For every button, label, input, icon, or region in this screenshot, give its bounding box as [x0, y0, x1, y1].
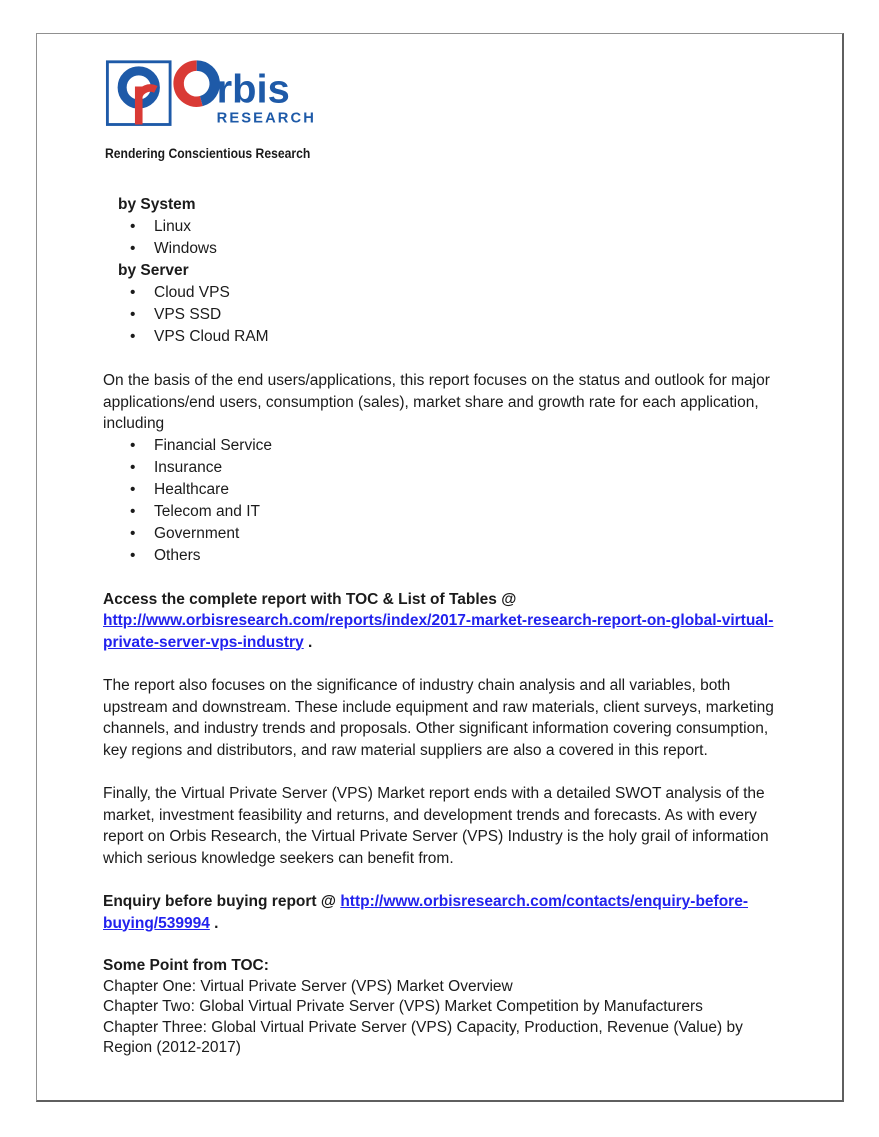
list-item — [103, 435, 780, 457]
toc-chapter-two: Chapter Two: Global Virtual Private Server (VPS) Market Competition by Manufacturers — [103, 998, 703, 1015]
system-list — [103, 216, 780, 260]
bullet-icon: • — [130, 218, 136, 235]
access-report-heading: Access the complete report with TOC & List of Tables @ — [103, 590, 517, 608]
enquiry-line — [103, 891, 780, 934]
access-report-link-line — [103, 610, 780, 653]
list-item-label: Linux — [154, 218, 192, 235]
logo-tagline: Rendering Conscientious Research — [105, 145, 311, 161]
list-item — [103, 545, 780, 567]
list-item-label: Insurance — [154, 458, 223, 476]
bullet-icon: • — [130, 436, 136, 454]
list-item — [103, 479, 780, 501]
list-item-label: Financial Service — [154, 436, 273, 454]
list-item-label: Others — [154, 546, 201, 564]
list-item-label: Telecom and IT — [154, 502, 260, 520]
list-item — [103, 282, 780, 304]
list-item-label: VPS Cloud RAM — [154, 328, 269, 345]
server-list — [103, 282, 780, 348]
report-toc-link[interactable]: http://www.orbisresearch.com/reports/index/2017-market-research-report-on-global-virtual-private-server-vps-industry — [103, 612, 774, 651]
orbis-logo-icon — [107, 62, 170, 125]
bullet-icon: • — [130, 524, 136, 542]
toc-chapter-three: Chapter Three: Global Virtual Private Server (VPS) Capacity, Production, Revenue (Value) by Region (2012-2017) — [103, 1018, 743, 1056]
paragraph-swot: Finally, the Virtual Private Server (VPS) Market report ends with a detailed SWOT analysis of the market, investment feasibility and returns, and development trends and forecasts. As with every report on Orbis Research, the Virtual Private Server (VPS) Industry is the holy grail of information which serious knowledge seekers can benefit from. — [103, 785, 769, 867]
list-item — [103, 457, 780, 479]
bullet-icon: • — [130, 328, 136, 345]
bullet-icon: • — [130, 240, 136, 257]
bullet-icon: • — [130, 546, 136, 564]
orbis-logo-graphic — [105, 58, 315, 134]
toc-heading: Some Point from TOC: — [103, 957, 269, 974]
paragraph-industry-chain: The report also focuses on the significance of industry chain analysis and all variables, both upstream and downstream. These include equipment and raw materials, client surveys, marketing channels, and industry trends and proposals. Other significant information covering consumption, key regions and distributors, and raw material suppliers are also a covered in this report. — [103, 677, 774, 759]
orbis-logo-o-mark — [179, 66, 215, 102]
list-item-label: Cloud VPS — [154, 284, 230, 301]
list-item — [103, 216, 780, 238]
list-item-label: Windows — [154, 240, 217, 257]
enquiry-link[interactable]: http://www.orbisresearch.com/contacts/enquiry-before-buying/539994 — [103, 893, 748, 932]
paragraph-applications-intro: On the basis of the end users/applications, this report focuses on the status and outlook for major applications/end users, consumption (sales), market share and growth rate for each application, including — [103, 372, 770, 432]
bullet-icon: • — [130, 480, 136, 498]
heading-by-system: by System — [118, 196, 196, 213]
logo-wordmark: rbis — [216, 67, 290, 112]
bullet-icon: • — [130, 284, 136, 301]
list-item-label: Government — [154, 524, 240, 542]
bullet-icon: • — [130, 458, 136, 476]
applications-list — [103, 435, 780, 567]
enquiry-label: Enquiry before buying report @ — [103, 893, 341, 910]
orbis-research-logo — [105, 58, 780, 164]
list-item — [103, 523, 780, 545]
list-item — [103, 326, 780, 348]
list-item-label: Healthcare — [154, 480, 229, 498]
toc-chapter-one: Chapter One: Virtual Private Server (VPS) Market Overview — [103, 977, 513, 995]
heading-by-server: by Server — [118, 262, 189, 279]
bullet-icon: • — [130, 306, 136, 323]
toc-section — [103, 956, 780, 1059]
logo-subtitle: RESEARCH — [216, 110, 315, 127]
link-suffix: . — [209, 914, 219, 932]
list-item-label: VPS SSD — [154, 306, 222, 323]
list-item — [103, 238, 780, 260]
list-item — [103, 501, 780, 523]
list-item — [103, 304, 780, 326]
bullet-icon: • — [130, 502, 136, 520]
document-page — [36, 33, 844, 1102]
link-suffix: . — [303, 633, 313, 651]
